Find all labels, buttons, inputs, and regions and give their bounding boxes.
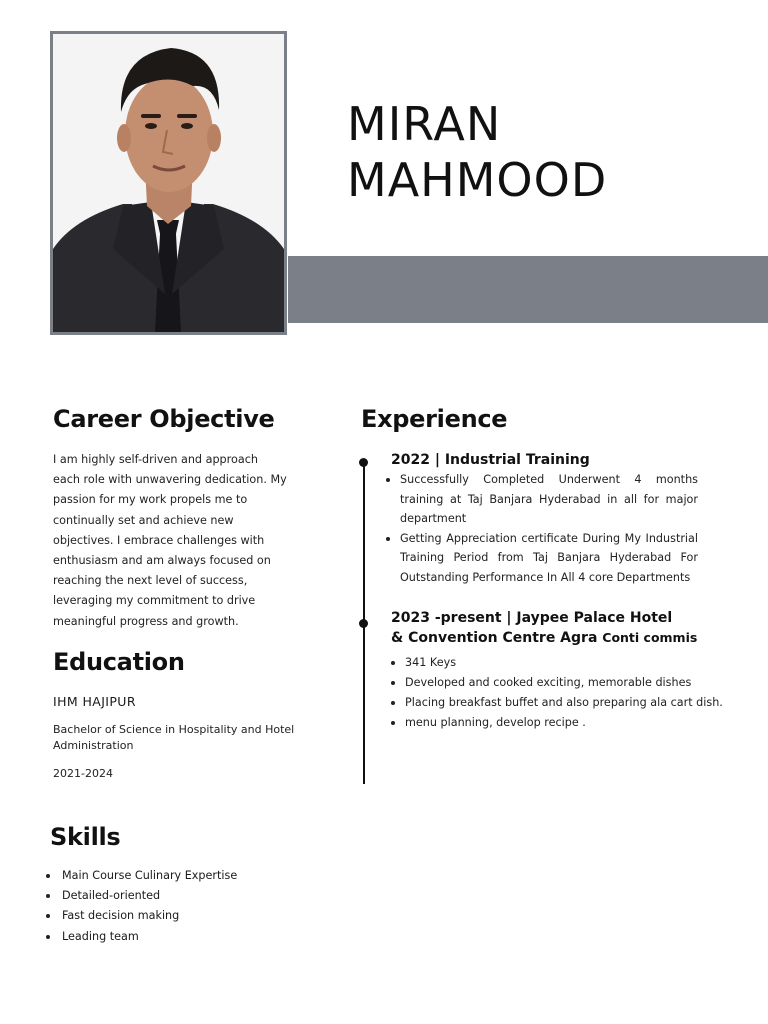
bullet-icon xyxy=(386,537,390,541)
bullet-icon xyxy=(46,935,50,939)
career-objective-text xyxy=(53,450,313,632)
job-heading: 2022 | Industrial Training xyxy=(391,452,590,468)
bullet-icon xyxy=(391,701,395,705)
candidate-name xyxy=(347,96,607,208)
degree-line: Administration xyxy=(53,739,134,752)
bullet-icon xyxy=(391,721,395,725)
portrait-image xyxy=(53,34,284,332)
bullet-icon xyxy=(46,914,50,918)
skills-list xyxy=(46,866,237,947)
header-band xyxy=(288,256,768,323)
career-line: enthusiasm and am always focused on xyxy=(53,554,271,568)
first-name: MIRAN xyxy=(347,97,502,151)
career-line: I am highly self-driven and approach xyxy=(53,453,258,466)
degree-line: Bachelor of Science in Hospitality and Hotel xyxy=(53,723,295,736)
skill-item: Leading team xyxy=(46,927,237,947)
bullet-icon xyxy=(46,894,50,898)
job-bullets xyxy=(391,653,726,733)
job-bullets xyxy=(386,470,698,588)
career-line: objectives. I embrace challenges with xyxy=(53,533,265,547)
skills-title: Skills xyxy=(50,823,121,851)
bullet-icon xyxy=(391,681,395,685)
timeline-dot xyxy=(359,619,368,628)
skill-item: Detailed-oriented xyxy=(46,886,237,906)
job-bullet: Developed and cooked exciting, memorable dishes xyxy=(391,673,726,693)
job-heading: 2023 -present | Jaypee Palace Hotel & Convention Centre Agra Conti commis xyxy=(391,610,698,646)
career-line: each role with unwavering dedication. My xyxy=(53,473,287,487)
education-degree xyxy=(53,722,323,754)
career-line: reaching the next level of success, xyxy=(53,574,248,588)
skill-item: Main Course Culinary Expertise xyxy=(46,866,237,886)
bullet-icon xyxy=(386,478,390,482)
experience-title: Experience xyxy=(361,405,508,433)
job-bullet: Placing breakfast buffet and also preparing ala cart dish. xyxy=(391,693,726,713)
profile-photo xyxy=(50,31,287,335)
education-school: IHM HAJIPUR xyxy=(53,694,136,709)
career-objective-title: Career Objective xyxy=(53,405,275,433)
career-line: continually set and achieve new xyxy=(53,513,234,527)
bullet-icon xyxy=(46,874,50,878)
career-line: leveraging my commitment to drive xyxy=(53,594,256,608)
bullet-icon xyxy=(391,661,395,665)
timeline-dot xyxy=(359,458,368,467)
education-years: 2021-2024 xyxy=(53,767,113,780)
skill-item: Fast decision making xyxy=(46,906,237,926)
job-bullet: menu planning, develop recipe . xyxy=(391,713,726,733)
last-name: MAHMOOD xyxy=(347,153,608,207)
job-bullet: Successfully Completed Underwent 4 months training at Taj Banjara Hyderabad in all for major department xyxy=(386,470,698,529)
career-line: passion for my work propels me to xyxy=(53,493,248,507)
job-bullet: Getting Appreciation certificate During My Industrial Training Period from Taj Banjara Hyderabad For Outstanding Performance In All 4 core Departments xyxy=(386,529,698,588)
job-bullet: 341 Keys xyxy=(391,653,726,673)
education-title: Education xyxy=(53,648,185,676)
career-line: meaningful progress and growth. xyxy=(53,614,239,628)
